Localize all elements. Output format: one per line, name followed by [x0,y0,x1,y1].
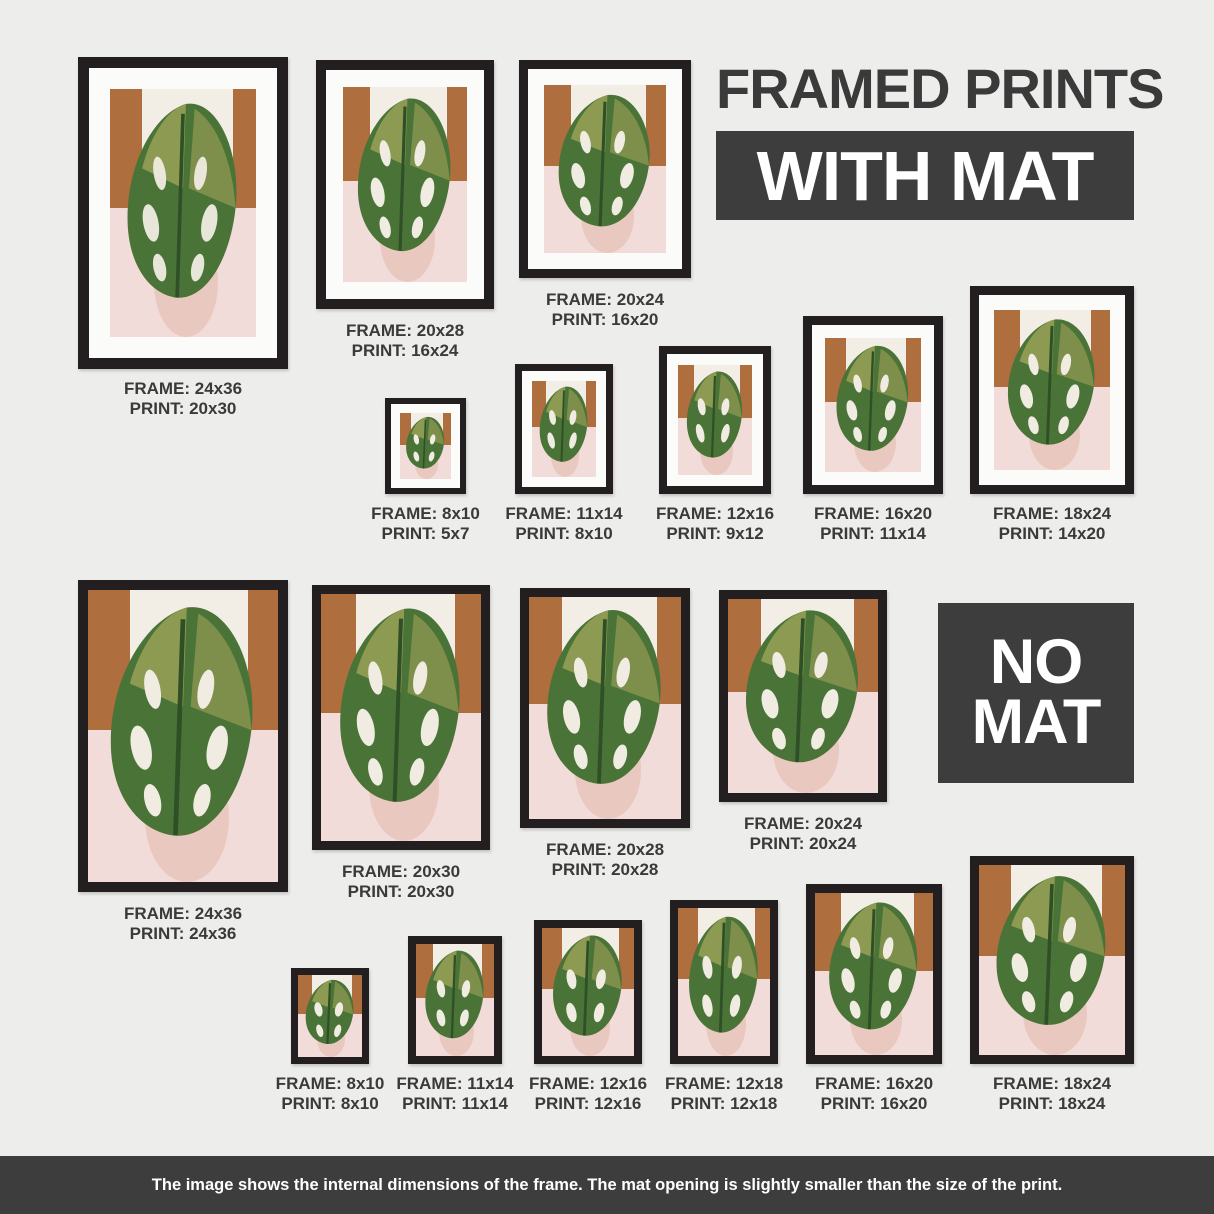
frame-border [970,286,1134,494]
frame-item-with-mat-16x20[interactable] [803,316,943,544]
print-size-label: PRINT: 8x10 [281,1094,379,1114]
monstera-leaf-icon [728,599,878,793]
artwork-monstera [825,338,921,472]
monstera-leaf-icon [400,413,451,479]
print-size-label: PRINT: 9x12 [666,524,764,544]
frame-border [312,585,490,850]
frame-caption [814,504,932,544]
frame-size-label: FRAME: 11x14 [396,1074,514,1093]
monstera-leaf-icon [979,865,1125,1055]
footer-note-bar [0,1156,1214,1214]
artwork-monstera [529,597,681,819]
frame-caption [744,814,862,854]
frame-border [78,57,288,369]
frame-caption [276,1074,385,1114]
frame-border [385,398,466,494]
artwork-monstera [678,908,770,1056]
print-size-label: PRINT: 8x10 [515,524,613,544]
print-size-label: PRINT: 5x7 [381,524,470,544]
monstera-leaf-icon [416,944,494,1056]
artwork-monstera [400,413,451,479]
frame-size-label: FRAME: 11x14 [505,504,623,523]
monstera-leaf-icon [298,975,362,1057]
frame-size-label: FRAME: 8x10 [371,504,480,523]
monstera-leaf-icon [678,365,752,475]
frame-border [519,60,691,278]
page-title-framed-prints: FRAMED PRINTS [716,57,1164,120]
frame-caption [371,504,480,544]
frame-size-label: FRAME: 20x24 [545,290,665,309]
print-size-label: PRINT: 24x36 [129,924,237,944]
monstera-leaf-icon [321,594,481,841]
artwork-monstera [88,590,278,882]
frame-caption [993,1074,1111,1114]
frame-border [515,364,613,494]
print-size-label: PRINT: 12x18 [670,1094,778,1114]
monstera-leaf-icon [678,908,770,1056]
monstera-leaf-icon [529,597,681,819]
frame-caption [656,504,774,544]
monstera-leaf-icon [825,338,921,472]
print-size-label: PRINT: 20x30 [347,882,455,902]
frame-size-label: FRAME: 20x28 [545,840,665,859]
frame-caption [815,1074,933,1114]
frame-size-label: FRAME: 18x24 [992,1074,1112,1093]
frame-caption [529,1074,647,1114]
frame-caption [124,379,242,419]
print-size-label: PRINT: 11x14 [402,1094,508,1114]
frame-size-label: FRAME: 12x18 [664,1074,784,1093]
monstera-leaf-icon [343,87,467,282]
frame-border [316,60,494,309]
frame-size-label: FRAME: 24x36 [123,904,243,923]
frame-size-label: FRAME: 16x20 [813,504,933,523]
frame-border [970,856,1134,1064]
frame-caption [346,321,464,361]
print-size-label: PRINT: 20x30 [129,399,237,419]
print-size-label: PRINT: 18x24 [998,1094,1106,1114]
frame-item-with-mat-12x16[interactable] [655,346,775,544]
frame-caption [396,1074,513,1114]
artwork-monstera [298,975,362,1057]
no-mat-line-2: MAT [971,687,1101,757]
print-size-label: PRINT: 14x20 [998,524,1106,544]
artwork-monstera [544,85,666,253]
frame-size-label: FRAME: 12x16 [528,1074,648,1093]
artwork-monstera [532,381,596,477]
frame-border [659,346,771,494]
frame-item-no-mat-12x18[interactable] [664,900,784,1114]
frame-border [534,920,642,1064]
frame-caption [124,904,242,944]
section-title-no-mat [938,603,1134,783]
frame-caption [546,840,664,880]
print-size-label: PRINT: 12x16 [534,1094,642,1114]
artwork-monstera [728,599,878,793]
section-title-with-mat: WITH MAT [716,131,1134,220]
frame-border [719,590,887,802]
artwork-monstera [110,89,256,337]
artwork-monstera [343,87,467,282]
artwork-monstera [321,594,481,841]
monstera-leaf-icon [110,89,256,337]
frame-item-with-mat-11x14[interactable] [505,364,623,544]
frame-item-no-mat-12x16[interactable] [528,920,648,1114]
frame-caption [546,290,664,330]
frame-item-no-mat-18x24[interactable] [970,856,1134,1114]
footer-note-text: The image shows the internal dimensions of the frame. The mat opening is slightly smaller than the size of the print. [151,1175,1063,1194]
artwork-monstera [678,365,752,475]
print-size-label: PRINT: 11x14 [820,524,926,544]
frame-size-label: FRAME: 8x10 [275,1074,385,1093]
monstera-leaf-icon [994,310,1110,470]
frame-border [408,936,502,1064]
frame-caption [993,504,1111,544]
frame-size-label: FRAME: 20x24 [743,814,863,833]
artwork-monstera [979,865,1125,1055]
artwork-monstera [994,310,1110,470]
frame-border [803,316,943,494]
print-size-label: PRINT: 20x24 [749,834,857,854]
frame-item-with-mat-20x24[interactable] [519,60,691,330]
frame-size-label: FRAME: 20x28 [345,321,465,340]
frame-caption [342,862,460,902]
monstera-leaf-icon [815,893,933,1055]
frame-item-no-mat-20x30[interactable] [312,585,490,902]
frame-border [670,900,778,1064]
frame-item-no-mat-16x20[interactable] [806,884,942,1114]
print-size-label: PRINT: 20x28 [551,860,659,880]
frame-size-label: FRAME: 18x24 [992,504,1112,523]
print-size-label: PRINT: 16x20 [551,310,659,330]
frame-caption [665,1074,783,1114]
frame-item-with-mat-24x36[interactable] [78,57,288,419]
monstera-leaf-icon [544,85,666,253]
frame-item-no-mat-11x14[interactable] [396,936,514,1114]
artwork-monstera [542,928,634,1056]
print-size-label: PRINT: 16x24 [351,341,459,361]
frame-item-no-mat-20x28[interactable] [520,588,690,880]
artwork-monstera [815,893,933,1055]
frame-border [806,884,942,1064]
frame-item-no-mat-20x24[interactable] [719,590,887,854]
print-size-label: PRINT: 16x20 [820,1094,928,1114]
frame-border [78,580,288,892]
frame-item-no-mat-8x10[interactable] [275,968,385,1114]
frame-size-label: FRAME: 24x36 [123,379,243,398]
monstera-leaf-icon [532,381,596,477]
frame-size-label: FRAME: 20x30 [341,862,461,881]
monstera-leaf-icon [88,590,278,882]
frame-size-label: FRAME: 16x20 [814,1074,934,1093]
frame-border [291,968,369,1064]
monstera-leaf-icon [542,928,634,1056]
frame-border [520,588,690,828]
no-mat-line-1: NO [989,627,1083,698]
frame-item-no-mat-24x36[interactable] [78,580,288,944]
frame-item-with-mat-18x24[interactable] [970,286,1134,544]
frame-caption [505,504,622,544]
artwork-monstera [416,944,494,1056]
frame-size-label: FRAME: 12x16 [655,504,775,523]
frame-item-with-mat-8x10[interactable] [371,398,480,544]
frame-item-with-mat-20x28[interactable] [316,60,494,361]
